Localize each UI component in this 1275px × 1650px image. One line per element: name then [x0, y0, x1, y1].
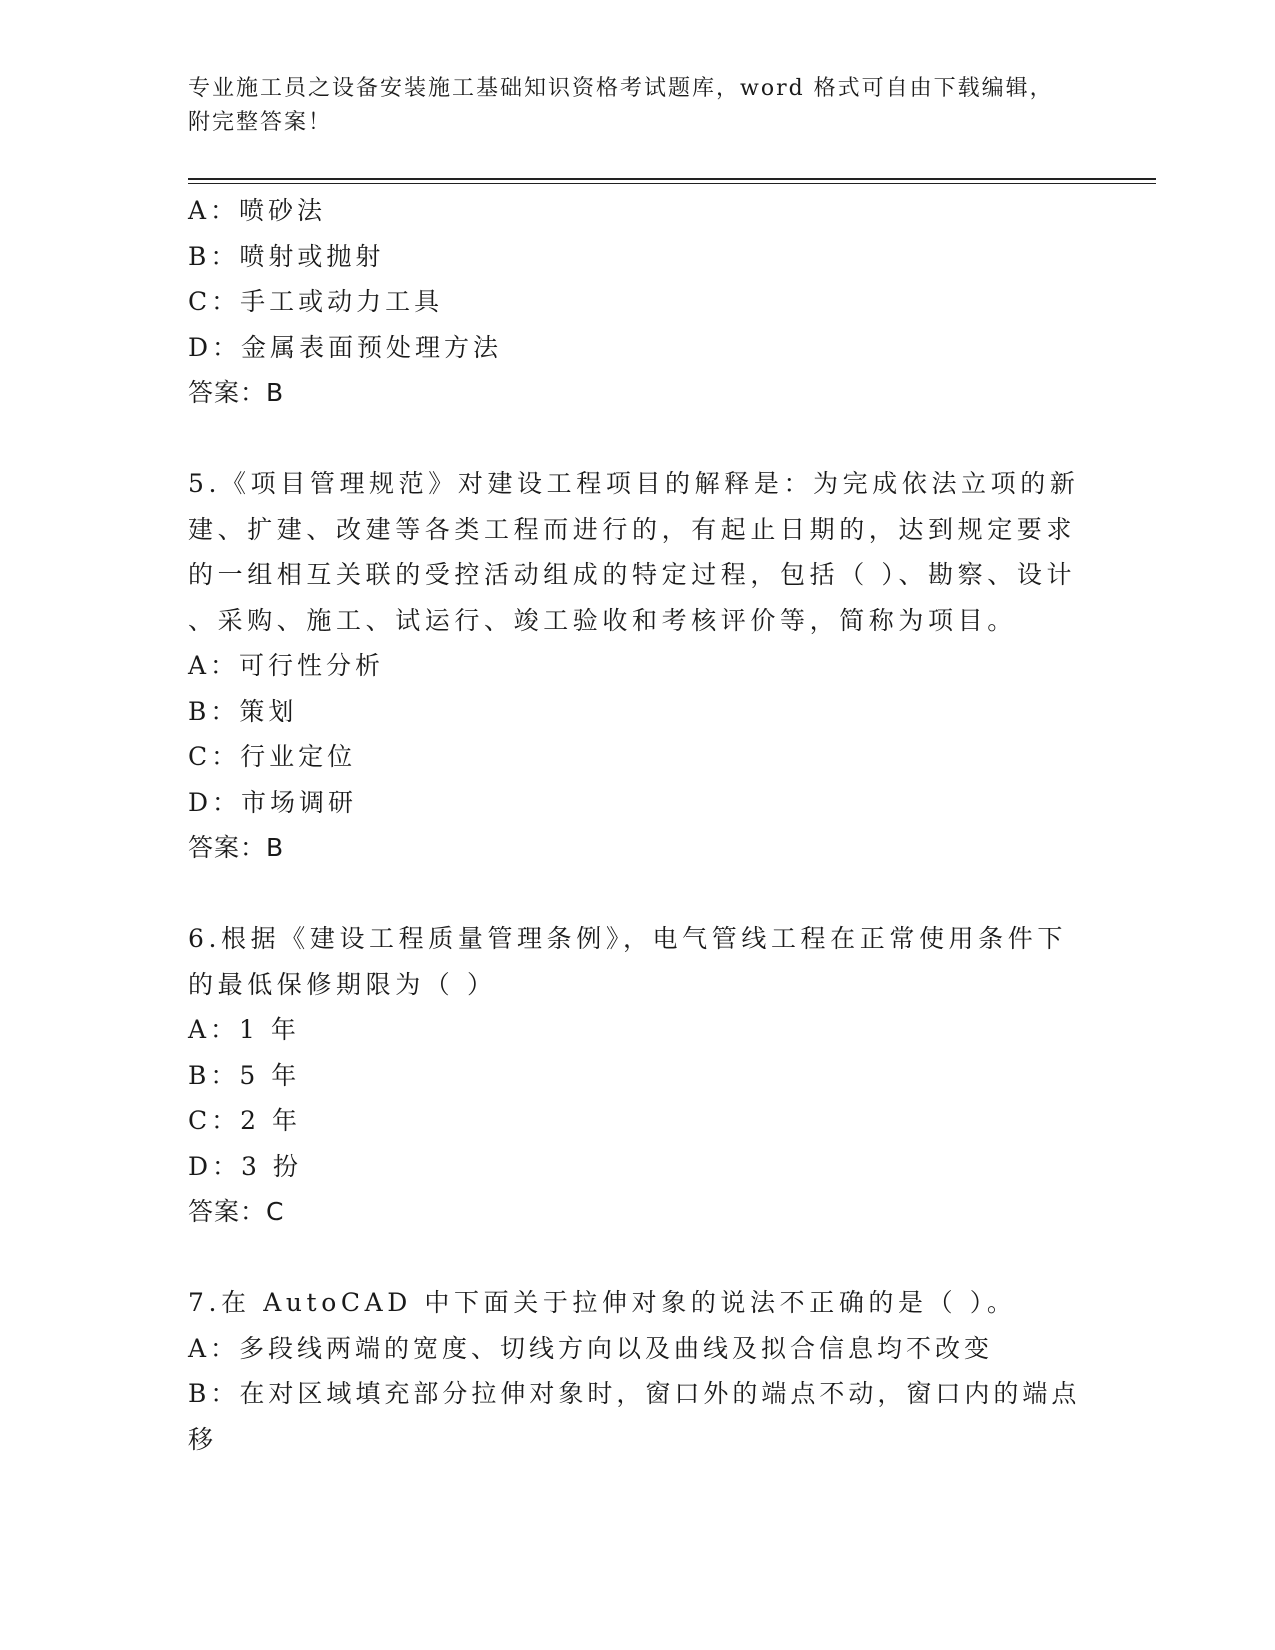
- question-6: [188, 916, 1078, 1235]
- answer: 答案：C: [188, 1197, 285, 1226]
- answer: 答案：B: [188, 833, 285, 862]
- question-4: [188, 188, 1078, 416]
- option-d: D：金属表面预处理方法: [188, 332, 503, 362]
- question-stem-line: 建、扩建、改建等各类工程而进行的，有起止日期的，达到规定要求: [188, 514, 1077, 544]
- option-b: B：喷射或抛射: [188, 241, 385, 271]
- question-stem-line: 5.《项目管理规范》对建设工程项目的解释是：为完成依法立项的新: [188, 469, 1080, 498]
- question-7: [188, 1280, 1081, 1462]
- question-stem-line: 6.根据《建设工程质量管理条例》，电气管线工程在正常使用条件下: [188, 924, 1067, 953]
- option-a: A：1 年: [188, 1015, 300, 1044]
- question-stem-line: 7.在 AutoCAD 中下面关于拉伸对象的说法不正确的是（ ）。: [188, 1288, 1017, 1317]
- option-c: C：手工或动力工具: [188, 287, 444, 316]
- option-a: A：喷砂法: [188, 196, 327, 225]
- option-b: B：策划: [188, 696, 298, 726]
- question-stem-line: 、采购、施工、试运行、竣工验收和考核评价等，简称为项目。: [188, 605, 1017, 635]
- option-b: B：5 年: [188, 1060, 301, 1090]
- option-c: C：2 年: [188, 1106, 301, 1135]
- question-5: [188, 461, 1078, 871]
- spacer: [188, 1235, 1078, 1281]
- header-line-2: 附完整答案！: [188, 110, 333, 135]
- option-d: D：3 扮: [188, 1151, 302, 1181]
- question-list: [188, 188, 1081, 1462]
- question-stem-line: 的最低保修期限为（ ）: [188, 969, 497, 999]
- header-rule-thin: [188, 183, 1156, 184]
- header-rule-thick: [188, 178, 1156, 180]
- option-a: A：可行性分析: [188, 651, 385, 680]
- option-a: A：多段线两端的宽度、切线方向以及曲线及拟合信息均不改变: [188, 1333, 994, 1363]
- spacer: [188, 416, 1078, 462]
- answer: 答案：B: [188, 378, 285, 407]
- option-b: B：在对区域填充部分拉伸对象时，窗口外的端点不动，窗口内的端点: [188, 1379, 1081, 1408]
- option-b-continued: 移: [188, 1424, 218, 1454]
- option-c: C：行业定位: [188, 742, 357, 771]
- option-d: D：市场调研: [188, 787, 358, 817]
- spacer: [188, 871, 1078, 917]
- header-line-1: 专业施工员之设备安装施工基础知识资格考试题库，word 格式可自由下载编辑，: [188, 76, 1054, 101]
- question-stem-line: 的一组相互关联的受控活动组成的特定过程，包括（ ）、勘察、设计: [188, 560, 1077, 589]
- document-header: [188, 72, 1068, 140]
